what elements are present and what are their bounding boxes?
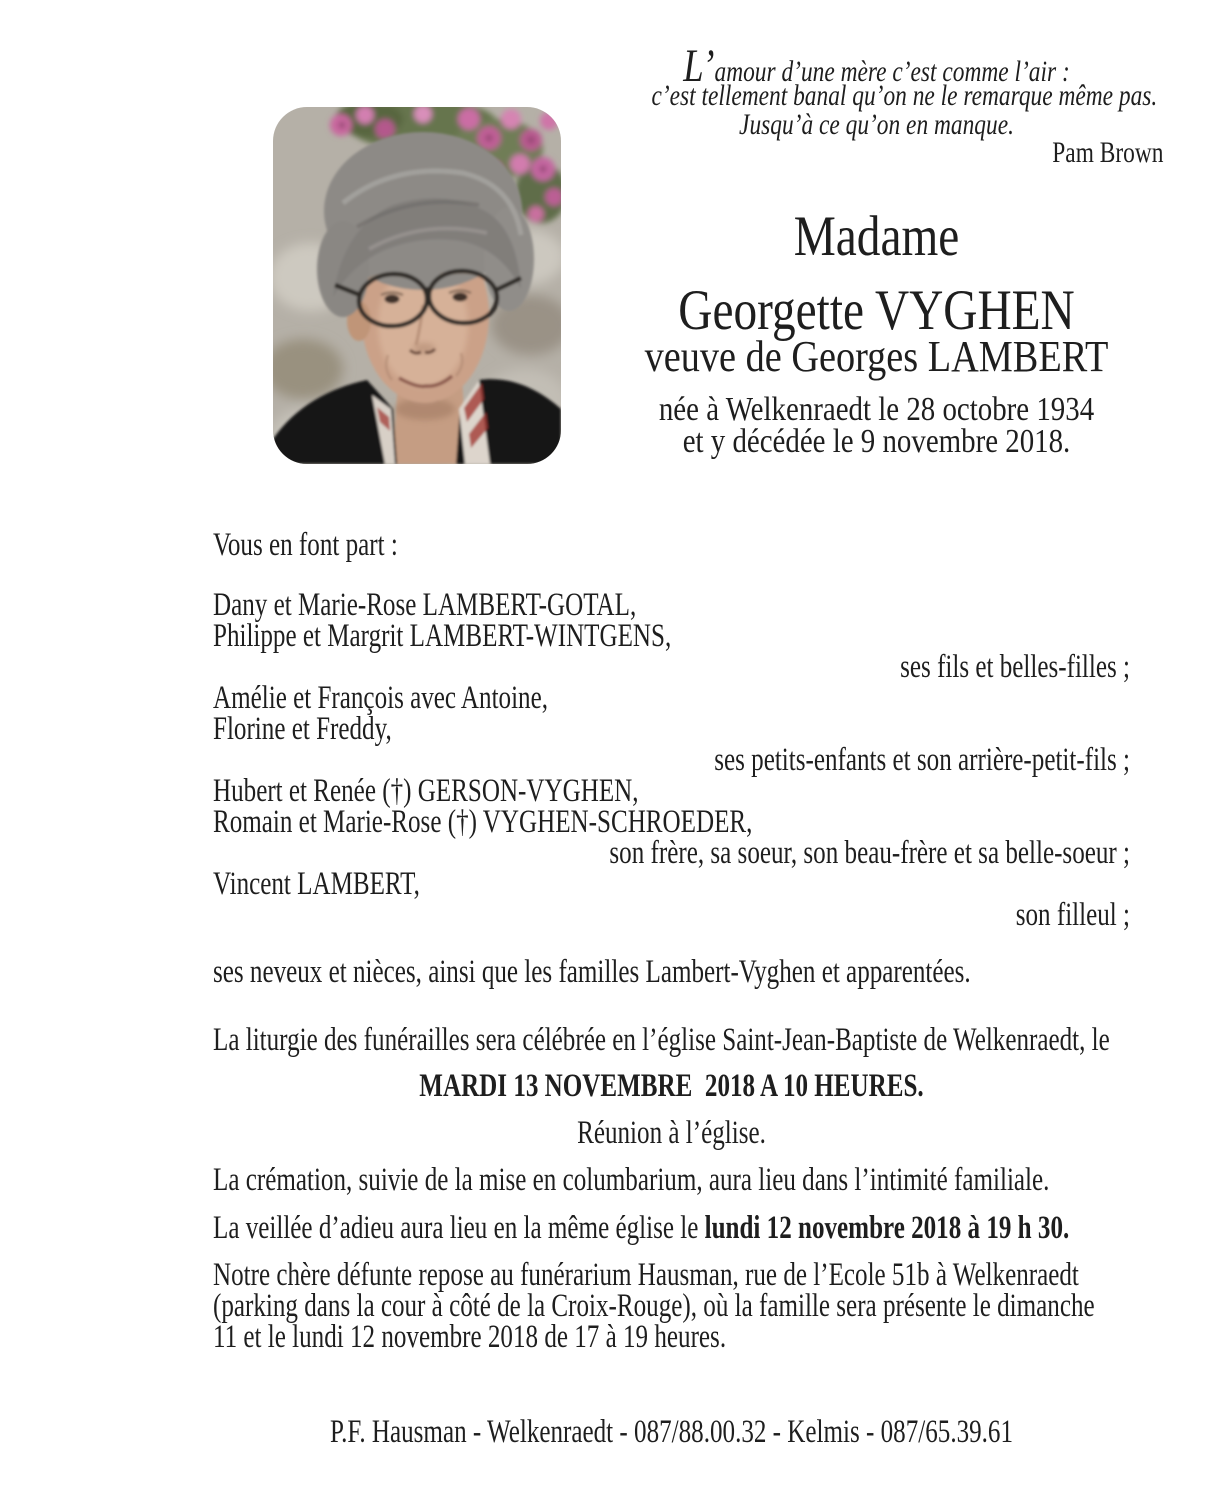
family-list [213,587,1130,933]
meeting-line: Réunion à l’église. [577,1115,766,1151]
family-line: Vincent LAMBERT, [213,866,420,902]
family-line: Florine et Freddy, [213,711,392,747]
family-line: Dany et Marie-Rose LAMBERT-GOTAL, [213,587,637,623]
quote-line-2: c’est tellement banal qu’on ne le remarque même pas. [651,79,1158,112]
family-line: Philippe et Margrit LAMBERT-WINTGENS, [213,618,672,654]
deceased-birth-line: née à Welkenraedt le 28 octobre 1934 [658,391,1095,428]
family-line: Hubert et Renée (†) GERSON-VYGHEN, [213,773,639,809]
announcement-intro: Vous en font part : [213,527,398,563]
family-relation-line: ses petits-enfants et son arrière-petit-fils ; [714,742,1130,778]
family-relation-line: son filleul ; [1015,897,1130,933]
deceased-title: Madame [793,205,960,268]
funeral-home-footer: P.F. Hausman - Welkenraedt - 087/88.00.32 - Kelmis - 087/65.39.61 [329,1414,1014,1450]
vigil-line [213,1210,1070,1246]
vigil-date: lundi 12 novembre 2018 à 19 h 30. [704,1210,1070,1246]
repose-paragraph [213,1257,1130,1355]
deceased-name: Georgette VYGHEN [678,279,1075,342]
portrait-photo-illustration [273,107,561,464]
cremation-line: La crémation, suivie de la mise en columbarium, aura lieu dans l’intimité familiale. [213,1162,1050,1198]
deceased-widow-line: veuve de Georges LAMBERT [644,332,1109,381]
quote-line-3: Jusqu’à ce qu’on en manque. [739,108,1014,141]
family-line: Romain et Marie-Rose (†) VYGHEN-SCHROEDER, [213,804,753,840]
repose-line-2: (parking dans la cour à côté de la Croix-Rouge), où la famille sera présente le dimanche [213,1288,1095,1324]
quote-drop-initial: L’ [683,40,715,92]
repose-line-3: 11 et le lundi 12 novembre 2018 de 17 à 19 heures. [213,1319,727,1355]
portrait-photo [273,107,561,464]
quote-line-1-text: amour d’une mère c’est comme l’air : [714,55,1070,88]
repose-line-1: Notre chère défunte repose au funérarium Hausman, rue de l’Ecole 51b à Welkenraedt [213,1257,1079,1293]
ceremony-date-line: MARDI 13 NOVEMBRE 2018 A 10 HEURES. [419,1068,924,1104]
family-line: Amélie et François avec Antoine, [213,680,548,716]
family-relation-line: son frère, sa soeur, son beau-frère et sa belle-soeur ; [609,835,1130,871]
announcement-closing: ses neveux et nièces, ainsi que les familles Lambert-Vyghen et apparentées. [213,954,971,990]
quote-attribution: Pam Brown [1052,136,1164,169]
liturgy-line: La liturgie des funérailles sera célébrée en l’église Saint-Jean-Baptiste de Welkenraedt, le [213,1022,1110,1058]
deceased-death-line: et y décédée le 9 novembre 2018. [682,423,1071,460]
family-relation-line: ses fils et belles-filles ; [900,649,1130,685]
vigil-prefix: La veillée d’adieu aura lieu en la même église le [213,1210,705,1246]
